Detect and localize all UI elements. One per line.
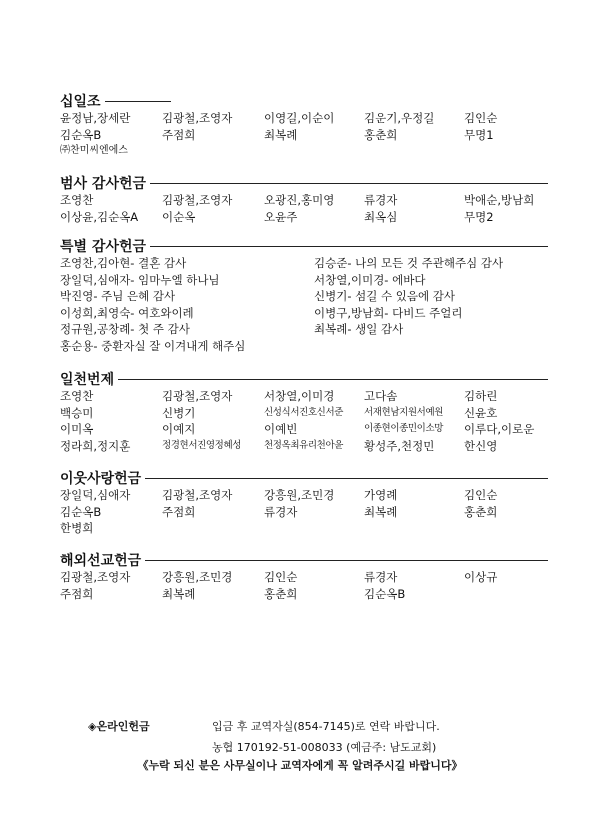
name-cell: 주점희 [60,586,94,601]
thanks-entry: 장일덕,심애자- 임마누엘 하나님 [60,272,220,287]
name-cell: 강흥원,조민경 [264,488,335,502]
neighbor-love-title: 이웃사랑헌금 [60,471,142,487]
name-cell: 류경자 [264,504,298,519]
name-cell: 정경현서진영정혜성 [162,439,241,451]
name-cell: 박애순,방남희 [464,193,535,207]
name-cell: 오광진,홍미영 [264,193,335,207]
name-cell: 김광철,조영자 [162,193,233,207]
name-cell: 장일덕,심애자 [60,488,131,502]
weekly-thanks-rule [150,183,548,184]
name-cell: 이상규 [464,570,498,584]
name-cell: 김인순 [464,488,498,502]
special-thanks-section [60,237,548,354]
overseas-mission-rule [145,560,548,561]
bank-account: 농협 170192-51-008033 (예금주: 남도교회) [212,741,437,754]
name-cell: 주점희 [162,504,196,519]
name-cell: 김광철,조영자 [162,111,233,125]
name-cell: 최복례 [264,127,298,142]
thanks-entry: 신병기- 섬길 수 있음에 감사 [314,289,455,303]
thanks-entry: 이병구,방남희- 다비드 주얼리 [314,305,463,320]
overseas-mission-names [60,569,548,602]
name-cell: 서재현남지원서예원 [364,406,443,418]
thousand-offering-title: 일천번제 [60,372,115,388]
name-cell: 최옥심 [364,209,398,224]
special-thanks-rule [150,246,548,247]
name-cell: 이영길,이순이 [264,111,335,125]
contact-instruction: 입금 후 교역자실(854-7145)로 연락 바랍니다. [212,720,440,733]
omission-notice: 《누락 되신 분은 사무실이나 교역자에게 꼭 알려주시길 바랍니다》 [137,759,463,772]
name-cell: 정라희,정지훈 [60,438,131,453]
name-cell: 류경자 [364,570,398,584]
name-cell: 오윤주 [264,209,298,224]
name-cell: 김광철,조영자 [162,389,233,403]
name-cell: 김광철,조영자 [60,570,131,584]
neighbor-love-heading [60,469,548,487]
overseas-mission-section [60,551,548,602]
name-cell: 신성식서진호신서준 [264,406,343,418]
thanks-entry: 최복례- 생일 감사 [314,322,404,336]
name-cell: ㈜찬미씨엔에스 [60,145,128,156]
name-cell: 백승미 [60,405,94,420]
name-cell: 조영찬 [60,193,94,207]
thousand-offering-heading [60,370,548,388]
name-cell: 류경자 [364,193,398,207]
tithe-title: 십일조 [60,94,101,110]
thanks-entry: 조영찬,김아현- 결혼 감사 [60,256,187,270]
thanks-entry: 홍순용- 중환자실 잘 이겨내게 해주심 [60,338,246,353]
name-cell: 이종현이종민이소망 [364,423,443,434]
name-cell: 무명2 [464,209,494,224]
name-cell: 김인순 [464,111,498,125]
name-cell: 홍춘희 [464,504,498,519]
neighbor-love-section [60,469,548,537]
name-cell: 최복례 [364,504,398,519]
name-cell: 이상윤,김순옥A [60,209,139,224]
name-cell: 김순옥B [60,504,102,519]
thanks-entry: 김승준- 나의 모든 것 주관해주심 감사 [314,256,504,270]
weekly-thanks-heading [60,174,548,192]
online-offering-label: ◈온라인헌금 [88,720,150,733]
name-cell: 조영찬 [60,389,94,403]
name-cell: 김하린 [464,389,498,403]
thanks-entry: 서창열,이미경- 에바다 [314,272,426,287]
weekly-thanks-section [60,174,548,225]
name-cell: 이루다,이로운 [464,422,535,436]
overseas-mission-heading [60,551,548,569]
name-cell: 황성주,천정민 [364,438,435,453]
name-cell: 김순옥B [364,586,406,601]
name-cell: 김광철,조영자 [162,488,233,502]
neighbor-love-names [60,487,548,537]
overseas-mission-title: 해외선교헌금 [60,553,142,569]
name-cell: 신병기 [162,405,196,420]
name-cell: 김운기,우정길 [364,111,435,125]
weekly-thanks-title: 범사 감사헌금 [60,176,147,192]
thanks-entry: 이성희,최영숙- 여호와이레 [60,305,194,320]
special-thanks-title: 특별 감사헌금 [60,239,147,255]
thousand-offering-names [60,388,548,454]
name-cell: 강흥원,조민경 [162,570,233,584]
name-cell: 최복례 [162,586,196,601]
name-cell: 윤정남,장세란 [60,111,131,125]
name-cell: 이미옥 [60,422,94,436]
name-cell: 신윤호 [464,405,498,420]
name-cell: 홍춘희 [264,586,298,601]
tithe-names [60,110,548,160]
thanks-entry: 정규원,공창례- 첫 주 감사 [60,322,190,336]
name-cell: 김인순 [264,570,298,584]
name-cell: 한병희 [60,521,94,535]
tithe-rule [105,101,171,102]
weekly-thanks-names [60,192,548,225]
name-cell: 서창열,이미경 [264,389,335,403]
tithe-heading [60,92,548,110]
name-cell: 주점희 [162,127,196,142]
neighbor-love-rule [145,478,548,479]
thousand-offering-rule [118,379,548,380]
name-cell: 이예빈 [264,422,298,436]
name-cell: 고다솜 [364,389,398,403]
thanks-entry: 박진영- 주님 은혜 감사 [60,289,176,303]
special-thanks-heading [60,237,548,255]
name-cell: 천정옥최유리천아윤 [264,439,343,451]
thousand-offering-section [60,370,548,454]
name-cell: 이순옥 [162,209,196,224]
name-cell: 무명1 [464,127,494,142]
tithe-section [60,92,548,160]
name-cell: 홍춘희 [364,127,398,142]
special-thanks-list [60,255,548,354]
name-cell: 이예지 [162,422,196,436]
name-cell: 김순옥B [60,127,102,142]
name-cell: 한신영 [464,438,498,453]
name-cell: 가영례 [364,488,398,502]
